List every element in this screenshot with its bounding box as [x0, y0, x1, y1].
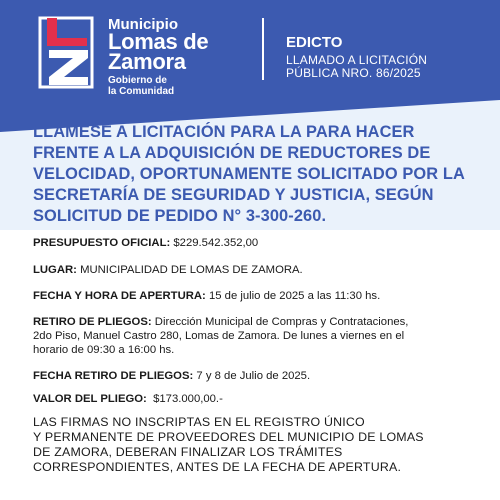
- field-label: FECHA RETIRO DE PLIEGOS:: [33, 370, 194, 382]
- headline-line: LLÁMESE A LICITACIÓN PARA LA PARA HACER: [33, 123, 415, 141]
- field-fecha-retiro: [33, 369, 310, 383]
- notice-line: DE ZAMORA, DEBERAN FINALIZAR LOS TRÁMITES: [33, 445, 343, 459]
- notice-line: Y PERMANENTE DE PROVEEDORES DEL MUNICIPIO DE LOMAS: [33, 430, 424, 444]
- headline-line: SECRETARÍA DE SEGURIDAD Y JUSTICIA, SEGÚN: [33, 186, 434, 204]
- field-value: Dirección Municipal de Compras y Contrataciones,: [151, 316, 409, 328]
- brand-name: [108, 17, 208, 97]
- municipio-logo-icon: [38, 16, 94, 89]
- headline-line: SOLICITUD DE PEDIDO N° 3-300-260.: [33, 207, 327, 225]
- field-label: VALOR DEL PLIEGO:: [33, 393, 147, 405]
- field-value: 15 de julio de 2025 a las 11:30 hs.: [205, 290, 381, 302]
- edicto-title: EDICTO: [286, 34, 343, 51]
- field-label: FECHA Y HORA DE APERTURA:: [33, 290, 206, 302]
- headline-line: VELOCIDAD, OPORTUNAMENTE SOLICITADO POR LA: [33, 165, 465, 183]
- brand-line-3: Zamora: [108, 49, 186, 74]
- edicto-subtitle-1: LLAMADO A LICITACIÓN: [286, 53, 428, 67]
- edicto-subtitle-2: PÚBLICA NRO. 86/2025: [286, 66, 421, 80]
- field-retiro: [33, 315, 478, 357]
- brand-tagline-2: la Comunidad: [108, 86, 175, 97]
- notice-line: LAS FIRMAS NO INSCRIPTAS EN EL REGISTRO ÚNICO: [33, 415, 365, 429]
- field-label: PRESUPUESTO OFICIAL:: [33, 237, 171, 249]
- notice-line: CORRESPONDIENTES, ANTES DE LA FECHA DE APERTURA.: [33, 460, 402, 474]
- brand-line-1: Municipio: [108, 16, 178, 33]
- field-valor: [33, 392, 223, 406]
- field-apertura: [33, 289, 380, 303]
- field-value: $173.000,00.-: [146, 393, 223, 405]
- field-value: 7 y 8 de Julio de 2025.: [193, 370, 311, 382]
- field-value: horario de 09:30 a 16:00 hs.: [33, 344, 175, 356]
- field-value: $229.542.352,00: [170, 237, 259, 249]
- field-presupuesto: [33, 236, 258, 250]
- headline: [33, 122, 483, 227]
- field-value: 2do Piso, Manuel Castro 280, Lomas de Zamora. De lunes a viernes en el: [33, 330, 405, 342]
- notice: [33, 415, 473, 475]
- brand-line-2: Lomas de: [108, 29, 209, 54]
- header-divider: [262, 18, 264, 80]
- field-value: MUNICIPALIDAD DE LOMAS DE ZAMORA.: [76, 264, 303, 276]
- brand-tagline-1: Gobierno de: [108, 75, 167, 86]
- edicto-block: [286, 35, 427, 80]
- headline-line: FRENTE A LA ADQUISICIÓN DE REDUCTORES DE: [33, 144, 431, 162]
- field-label: RETIRO DE PLIEGOS:: [33, 316, 152, 328]
- field-lugar: [33, 263, 303, 277]
- field-label: LUGAR:: [33, 264, 77, 276]
